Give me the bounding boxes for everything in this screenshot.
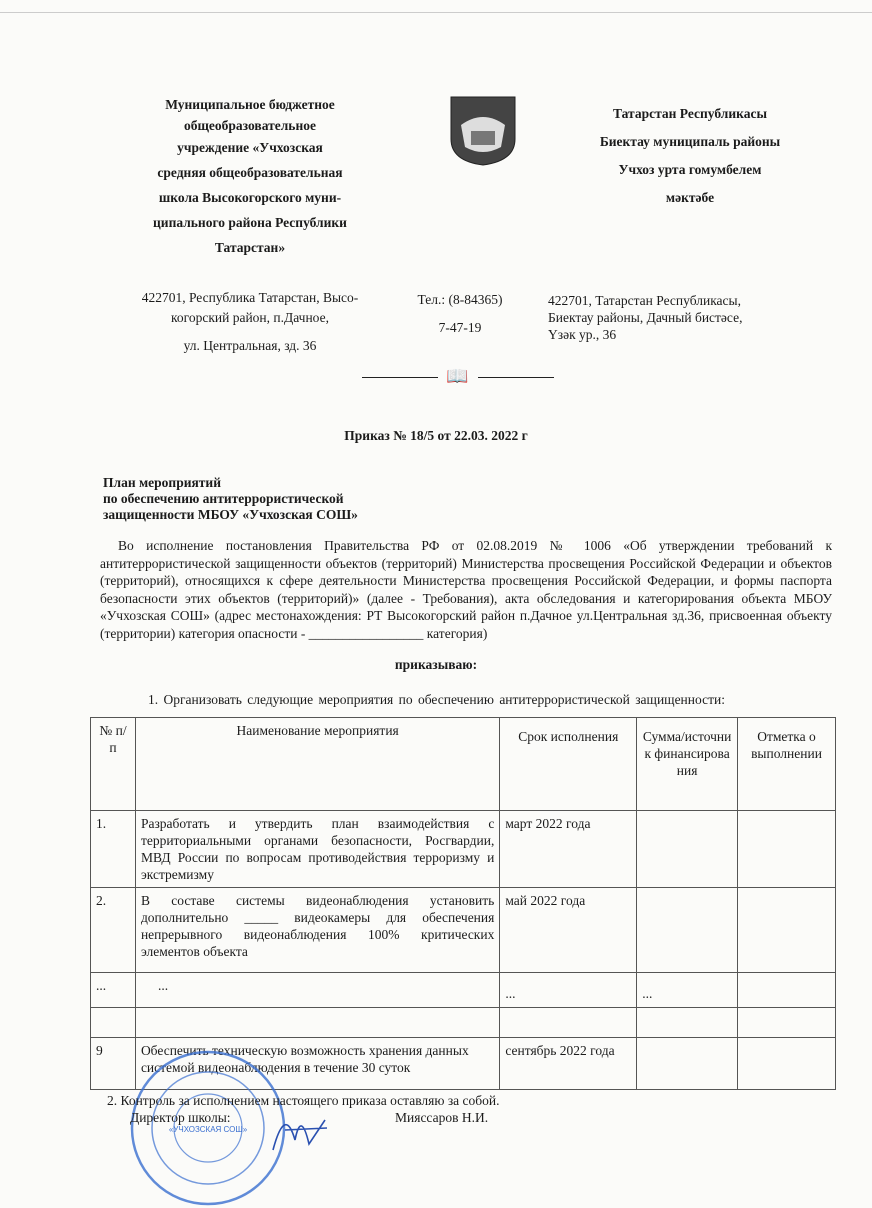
line: Биектау муниципаль районы [599, 134, 781, 149]
line: защищенности МБОУ «Учхозская СОШ» [103, 507, 358, 522]
cell [637, 1038, 738, 1090]
line: Үзәк ур., 36 [548, 327, 617, 342]
cell: май 2022 года [500, 888, 637, 973]
line: Татарстан Республикасы [612, 106, 767, 121]
header-name: Наименование мероприятия [135, 718, 499, 811]
line: Учхоз урта гомумбелем [618, 162, 762, 177]
cell: 2. [91, 888, 136, 973]
plan-title [103, 475, 358, 523]
signer-name: Мияссаров Н.И. [395, 1110, 489, 1125]
order-title: Приказ № 18/5 от 22.03. 2022 г [344, 428, 528, 443]
cell [738, 811, 836, 888]
line: учреждение «Учхозская [177, 140, 323, 155]
scan-edge [0, 12, 872, 13]
cell: ... [500, 973, 637, 1008]
cell: 1. [91, 811, 136, 888]
header-left-title [125, 92, 375, 260]
cell [738, 888, 836, 973]
book-icon: 📖 [446, 366, 469, 386]
table-row [91, 888, 836, 973]
cell: ... [637, 973, 738, 1008]
coat-of-arms-emblem [447, 95, 519, 167]
cell: март 2022 года [500, 811, 637, 888]
line: Татарстан» [214, 240, 286, 255]
divider-left [362, 377, 438, 378]
cell [637, 811, 738, 888]
cell [738, 1008, 836, 1038]
header-right-address [548, 292, 808, 343]
school-stamp [128, 1048, 288, 1208]
header-phone [405, 290, 515, 338]
header-left-address [125, 288, 375, 356]
cell [637, 1008, 738, 1038]
item-1: 1. Организовать следующие мероприятия по обеспечению антитеррористической защищенности: [148, 692, 725, 707]
cell: Разработать и утвердить план взаимодействия с территориальными органами безопасности, Росгвардии, МВД России по вопросам противодействия терроризму и экстремизму [135, 811, 499, 888]
line: ул. Центральная, зд. 36 [183, 338, 317, 353]
line: Муниципальное бюджетное [165, 97, 335, 112]
line: 422701, Татарстан Республикасы, [548, 293, 741, 308]
cell: ... [135, 973, 499, 1008]
line: 422701, Республика Татарстан, Высо- [141, 290, 359, 305]
signature [265, 1100, 335, 1160]
cell: сентябрь 2022 года [500, 1038, 637, 1090]
table-row [91, 973, 836, 1008]
line: Биектау районы, Дачный бистәсе, [548, 310, 743, 325]
order-word: приказываю: [394, 657, 478, 672]
line: по обеспечению антитеррористической [103, 491, 344, 506]
line: 7-47-19 [438, 320, 482, 335]
measures-table [90, 717, 836, 1090]
cell [135, 1008, 499, 1038]
line: средняя общеобразовательная [157, 165, 343, 180]
cell: Обеспечить техническую возможность хранения данных системой видеонаблюдения в течение 30 суток [135, 1038, 499, 1090]
cell [637, 888, 738, 973]
line: когорский район, п.Дачное, [171, 310, 329, 325]
cell: 9 [91, 1038, 136, 1090]
table-row [91, 811, 836, 888]
line: План мероприятий [103, 475, 221, 490]
table-row [91, 1008, 836, 1038]
cell: ... [91, 973, 136, 1008]
divider-right [478, 377, 554, 378]
line: школа Высокогорского муни- [158, 190, 342, 205]
cell: В составе системы видеонаблюдения установить дополнительно _____ видеокамеры для обеспечения непрерывного видеонаблюдения 100% критических элементов объекта [135, 888, 499, 973]
line: общеобразовательное [184, 118, 316, 133]
line: мәктәбе [665, 190, 715, 205]
header-funding: Сумма/источник финансирования [637, 718, 738, 811]
signer-role: Директор школы: [130, 1110, 231, 1125]
line: ципального района Республики [153, 215, 347, 230]
header-status: Отметка о выполнении [738, 718, 836, 811]
svg-text:«УЧХОЗСКАЯ СОШ»: «УЧХОЗСКАЯ СОШ» [168, 1125, 248, 1134]
preamble: Во исполнение постановления Правительства РФ от 02.08.2019 № 1006 «Об утверждении требований к антитеррористической защищенности объектов (территорий) Министерства просвещения Российской Федерации и объектов (территорий), относящихся к сфере деятельности Министерства просвещения Российской Федерации, и формы паспорта безопасности этих объектов (территорий)» (далее - Требования), акта обследования и категорирования объекта МБОУ «Учхозская СОШ» (адрес местонахождения: РТ Высокогорский район п.Дачное ул.Центральная зд.36, присвоенная объекту (территории) категория опасности - _________________ категория) [100, 538, 832, 641]
cell [91, 1008, 136, 1038]
cell [500, 1008, 637, 1038]
table-header-row [91, 718, 836, 811]
header-deadline: Срок исполнения [500, 718, 637, 811]
line: Тел.: (8-84365) [417, 292, 503, 307]
header-number: № п/п [91, 718, 136, 811]
item-2: 2. Контроль за исполнением настоящего приказа оставляю за собой. [107, 1093, 500, 1108]
cell [738, 973, 836, 1008]
cell [738, 1038, 836, 1090]
header-right-title [580, 100, 800, 212]
